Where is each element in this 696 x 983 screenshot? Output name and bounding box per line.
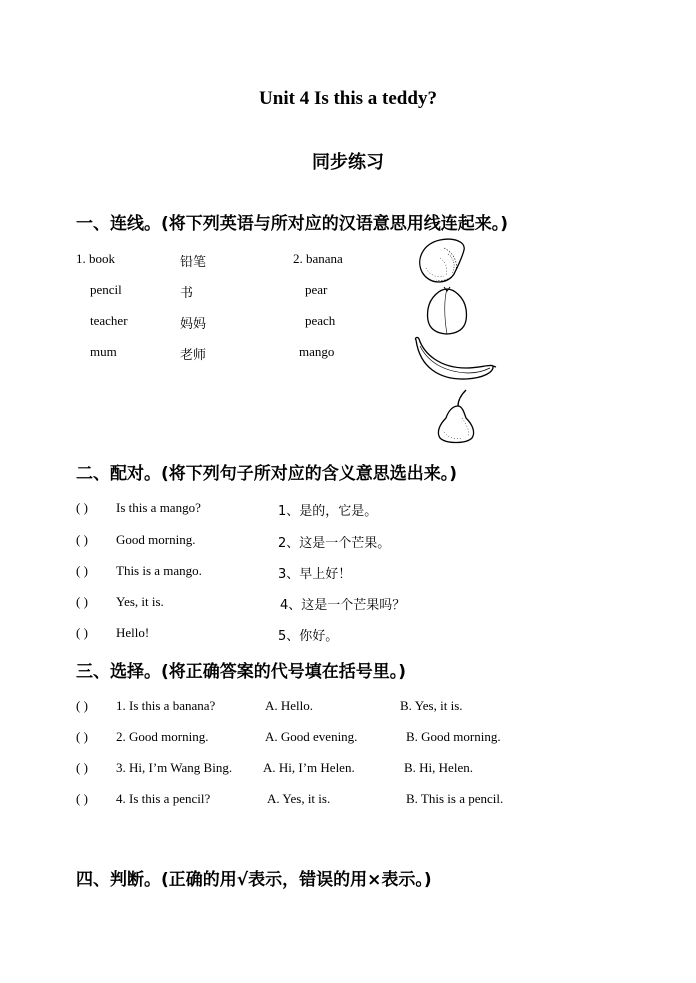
fruit-word: peach [305,313,336,328]
question-text: 3. Hi, I’m Wang Bing. [116,760,233,775]
page-subtitle: 同步练习 [312,152,384,173]
option-b: B. This is a pencil. [406,791,504,806]
word-item: 1. book [76,251,115,266]
question-text: 4. Is this a pencil? [116,791,211,806]
pear-icon [432,388,480,446]
word-item: mum [90,344,117,359]
page-title: Unit 4 Is this a teddy? [259,88,437,109]
option-b: B. Hi, Helen. [404,760,473,775]
match-sentence: Yes, it is. [116,594,164,609]
fruit-word: pear [305,282,328,297]
match-meaning: 4、这是一个芒果吗？ [280,598,406,613]
answer-blank[interactable]: ( ) [76,729,88,744]
chinese-word: 铅笔 [180,255,207,270]
fruit-word: mango [299,344,335,359]
section-2-heading: 二、配对。(将下列句子所对应的含义意思选出来。) [76,464,458,484]
word-item: pencil [90,282,122,297]
section-3-heading: 三、选择。(将正确答案的代号填在括号里。) [76,662,407,682]
option-a: A. Yes, it is. [267,791,331,806]
chinese-word: 书 [180,286,194,301]
answer-blank[interactable]: ( ) [76,760,88,775]
match-meaning: 5、你好。 [278,629,339,644]
banana-icon [410,336,496,382]
section-1-heading: 一、连线。(将下列英语与所对应的汉语意思用线连起来。) [76,214,509,234]
word-item: teacher [90,313,128,328]
option-b: B. Yes, it is. [400,698,463,713]
question-text: 1. Is this a banana? [116,698,216,713]
chinese-word: 老师 [180,348,207,363]
option-b: B. Good morning. [406,729,501,744]
option-a: A. Hi, I’m Helen. [263,760,355,775]
answer-blank[interactable]: ( ) [76,698,88,713]
answer-blank[interactable]: ( ) [76,594,88,609]
match-meaning: 1、是的，它是。 [278,504,378,519]
match-sentence: This is a mango. [116,563,202,578]
match-sentence: Hello! [116,625,150,640]
match-sentence: Good morning. [116,532,196,547]
answer-blank[interactable]: ( ) [76,532,88,547]
answer-blank[interactable]: ( ) [76,625,88,640]
answer-blank[interactable]: ( ) [76,500,88,515]
peach-icon [424,285,470,337]
fruit-word: 2. banana [293,251,343,266]
option-a: A. Good evening. [265,729,358,744]
mango-icon [414,236,470,286]
match-sentence: Is this a mango? [116,500,201,515]
match-meaning: 3、早上好！ [278,567,352,582]
chinese-word: 妈妈 [180,317,207,332]
question-text: 2. Good morning. [116,729,209,744]
section-4-heading: 四、判断。(正确的用√表示，错误的用×表示。) [76,870,432,890]
option-a: A. Hello. [265,698,314,713]
answer-blank[interactable]: ( ) [76,791,88,806]
answer-blank[interactable]: ( ) [76,563,88,578]
match-meaning: 2、这是一个芒果。 [278,536,391,551]
